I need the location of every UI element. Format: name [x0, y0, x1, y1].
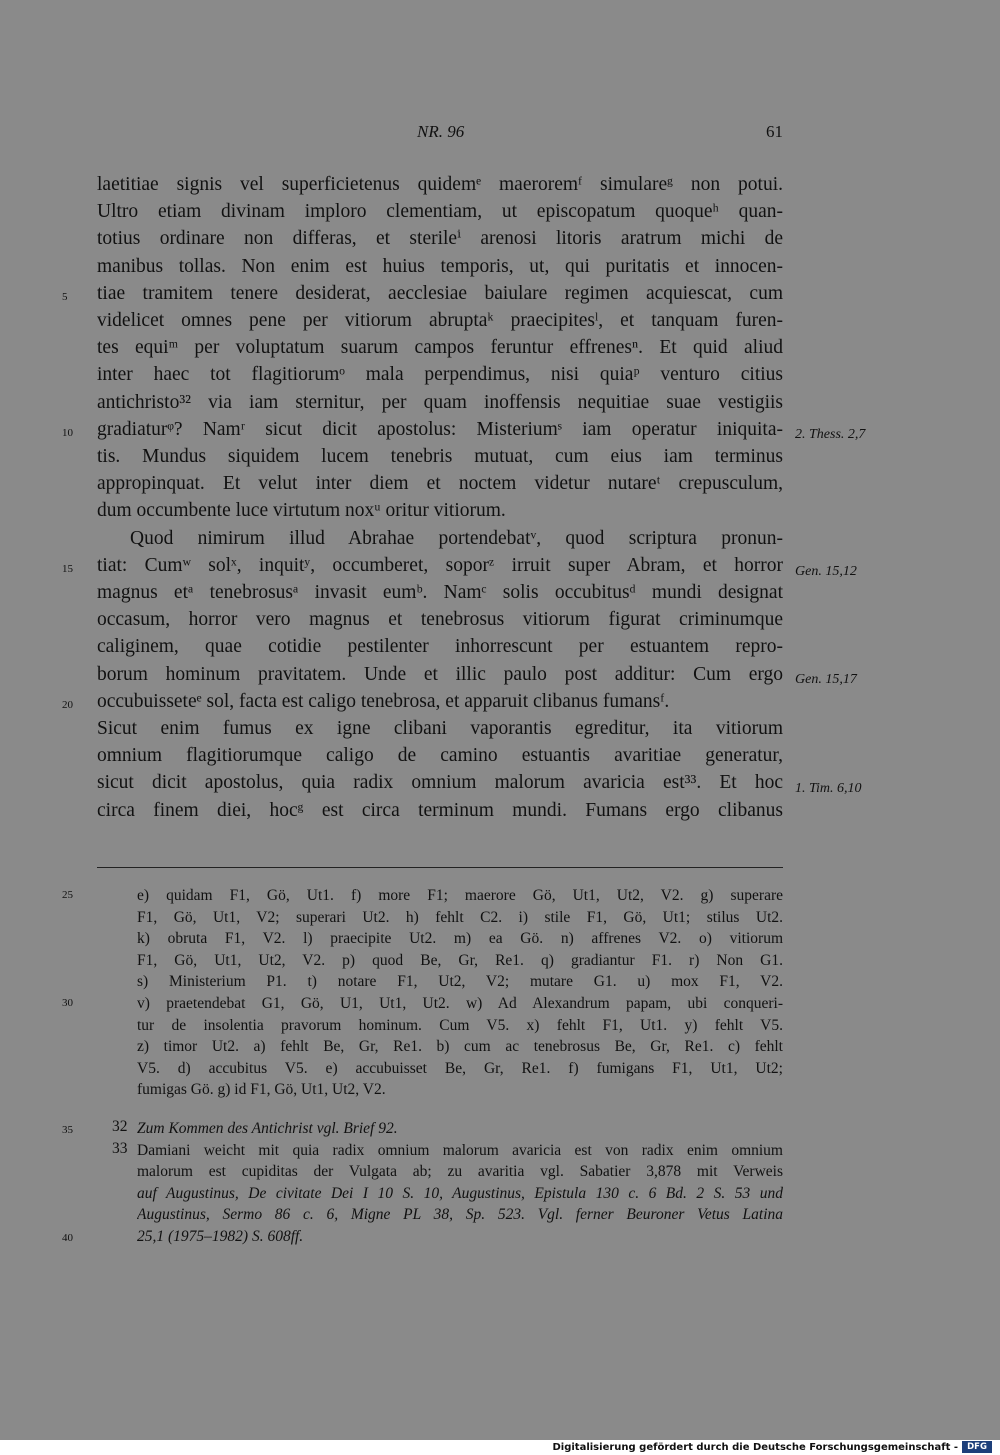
apparatus-line: tur de insolentia pravorum hominum. Cum V5. x) fehlt F1, Ut1. y) fehlt V5. — [137, 1017, 783, 1034]
body-line: gradiaturᵠ? Namʳ sicut dicit apostolus: Misteriumˢ iam operatur iniquita- — [97, 419, 783, 440]
apparatus-line: e) quidam F1, Gö, Ut1. f) more F1; maerore Gö, Ut1, Ut2, V2. g) superare — [137, 887, 783, 904]
marginal-reference: Gen. 15,17 — [795, 672, 857, 687]
line-number: 40 — [62, 1232, 73, 1244]
note-line: 25,1 (1975–1982) S. 608ff. — [137, 1228, 304, 1245]
body-line: inter haec tot flagitiorumᵒ mala perpendimus, nisi quiaᵖ venturo citius — [97, 364, 783, 385]
body-line: totius ordinare non differas, et sterileⁱ arenosi litoris aratrum michi de — [97, 228, 783, 249]
note-line: malorum est cupiditas der Vulgata ab; zu avaritia vgl. Sabatier 3,878 mit Verweis — [137, 1163, 783, 1180]
running-header: NR. 96 — [417, 122, 465, 141]
body-line: Quod nimirum illud Abrahae portendebatᵛ, quod scriptura pronun- — [130, 528, 783, 549]
digitization-credit: Digitalisierung gefördert durch die Deutsche Forschungsgemeinschaft - — [552, 1442, 958, 1453]
line-number: 25 — [62, 889, 73, 901]
line-number: 15 — [62, 563, 73, 575]
body-line: caliginem, quae cotidie pestilenter inhorrescunt per estuantem repro- — [97, 636, 783, 657]
apparatus-line: F1, Gö, Ut1, V2; superari Ut2. h) fehlt C2. i) stile F1, Gö, Ut1; stilus Ut2. — [137, 909, 783, 926]
line-number: 35 — [62, 1124, 73, 1136]
body-line: manibus tollas. Non enim est huius temporis, ut, qui puritatis et innocen- — [97, 256, 783, 277]
body-line: Ultro etiam divinam imploro clementiam, ut episcopatum quoqueʰ quan- — [97, 201, 783, 222]
body-line: tiae tramitem tenere desiderat, aecclesiae baiulare regimen acquiescat, cum — [97, 283, 783, 304]
line-number: 5 — [62, 291, 68, 303]
body-line: sicut dicit apostolus, quia radix omnium malorum avaricia est³³. Et hoc — [97, 772, 783, 793]
note-line: Damiani weicht mit quia radix omnium malorum avaricia est von radix enim omnium — [137, 1142, 783, 1159]
footnote-rule — [97, 867, 783, 868]
apparatus-line: V5. d) accubitus V5. e) accubuisset Be, Gr, Re1. f) fumigans F1, Ut1, Ut2; — [137, 1060, 783, 1077]
body-line: videlicet omnes pene per vitiorum abruptaᵏ praecipitesˡ, et tanquam furen- — [97, 310, 783, 331]
body-line: tiat: Cumʷ solˣ, inquitʸ, occumberet, soporᶻ irruit super Abram, et horror — [97, 555, 783, 576]
apparatus-line: fumigas Gö. g) id F1, Gö, Ut1, Ut2, V2. — [137, 1081, 386, 1098]
body-line: laetitiae signis vel superficietenus quidemᵉ maeroremᶠ simulareᵍ non potui. — [97, 174, 783, 195]
body-line: Sicut enim fumus ex igne clibani vaporantis egreditur, ita vitiorum — [97, 718, 783, 739]
body-line: omnium flagitiorumque caligo de camino estuantis avaritiae generatur, — [97, 745, 783, 766]
line-number: 20 — [62, 699, 73, 711]
apparatus-line: k) obruta F1, V2. l) praecipite Ut2. m) ea Gö. n) affrenes V2. o) vitiorum — [137, 930, 783, 947]
body-line: borum hominum pravitatem. Unde et illic paulo post additur: Cum ergo — [97, 664, 783, 685]
apparatus-line: F1, Gö, Ut1, Ut2, V2. p) quod Be, Gr, Re1. q) gradiantur F1. r) Non G1. — [137, 952, 783, 969]
apparatus-line: s) Ministerium P1. t) notare F1, Ut2, V2; mutare G1. u) mox F1, V2. — [137, 973, 783, 990]
marginal-reference: 1. Tim. 6,10 — [795, 781, 862, 796]
body-line: antichristo³² via iam sternitur, per quam inoffensis nequitiae suae vestigiis — [97, 392, 783, 413]
body-line: tis. Mundus siquidem lucem tenebris mutuat, cum eius iam terminus — [97, 446, 783, 467]
marginal-reference: Gen. 15,12 — [795, 564, 857, 579]
apparatus-line: z) timor Ut2. a) fehlt Be, Gr, Re1. b) cum ac tenebrosus Be, Gr, Re1. c) fehlt — [137, 1038, 783, 1055]
body-line: occasum, horror vero magnus et tenebrosus vitiorum figurat criminumque — [97, 609, 783, 630]
body-line: magnus etᵃ tenebrosusᵃ invasit eumᵇ. Namᶜ solis occubitusᵈ mundi designat — [97, 582, 783, 603]
note-line: auf Augustinus, De civitate Dei I 10 S. 10, Augustinus, Epistula 130 c. 6 Bd. 2 S. 53 und — [137, 1185, 783, 1202]
note-line: Zum Kommen des Antichrist vgl. Brief 92. — [137, 1120, 398, 1137]
marginal-reference: 2. Thess. 2,7 — [795, 427, 866, 442]
note-line: Augustinus, Sermo 86 c. 6, Migne PL 38, Sp. 523. Vgl. ferner Beuroner Vetus Latina — [137, 1206, 783, 1223]
body-line: tes equiᵐ per voluptatum suarum campos feruntur effrenesⁿ. Et quid aliud — [97, 337, 783, 358]
page-number: 61 — [766, 122, 783, 141]
line-number: 30 — [62, 997, 73, 1009]
body-line: appropinquat. Et velut inter diem et noctem videtur nutareᵗ crepusculum, — [97, 473, 783, 494]
note-number: 32 — [112, 1118, 128, 1135]
apparatus-line: v) praetendebat G1, Gö, U1, Ut1, Ut2. w) Ad Alexandrum papam, ubi conqueri- — [137, 995, 783, 1012]
body-line: occubuisseteᵉ sol, facta est caligo tenebrosa, et apparuit clibanus fumansᶠ. — [97, 691, 670, 712]
body-line: dum occumbente luce virtutum noxᵘ oritur vitiorum. — [97, 500, 506, 521]
note-number: 33 — [112, 1140, 128, 1157]
line-number: 10 — [62, 427, 73, 439]
body-line: circa finem diei, hocᵍ est circa terminum mundi. Fumans ergo clibanus — [97, 800, 783, 821]
dfg-logo: DFG — [962, 1441, 992, 1453]
